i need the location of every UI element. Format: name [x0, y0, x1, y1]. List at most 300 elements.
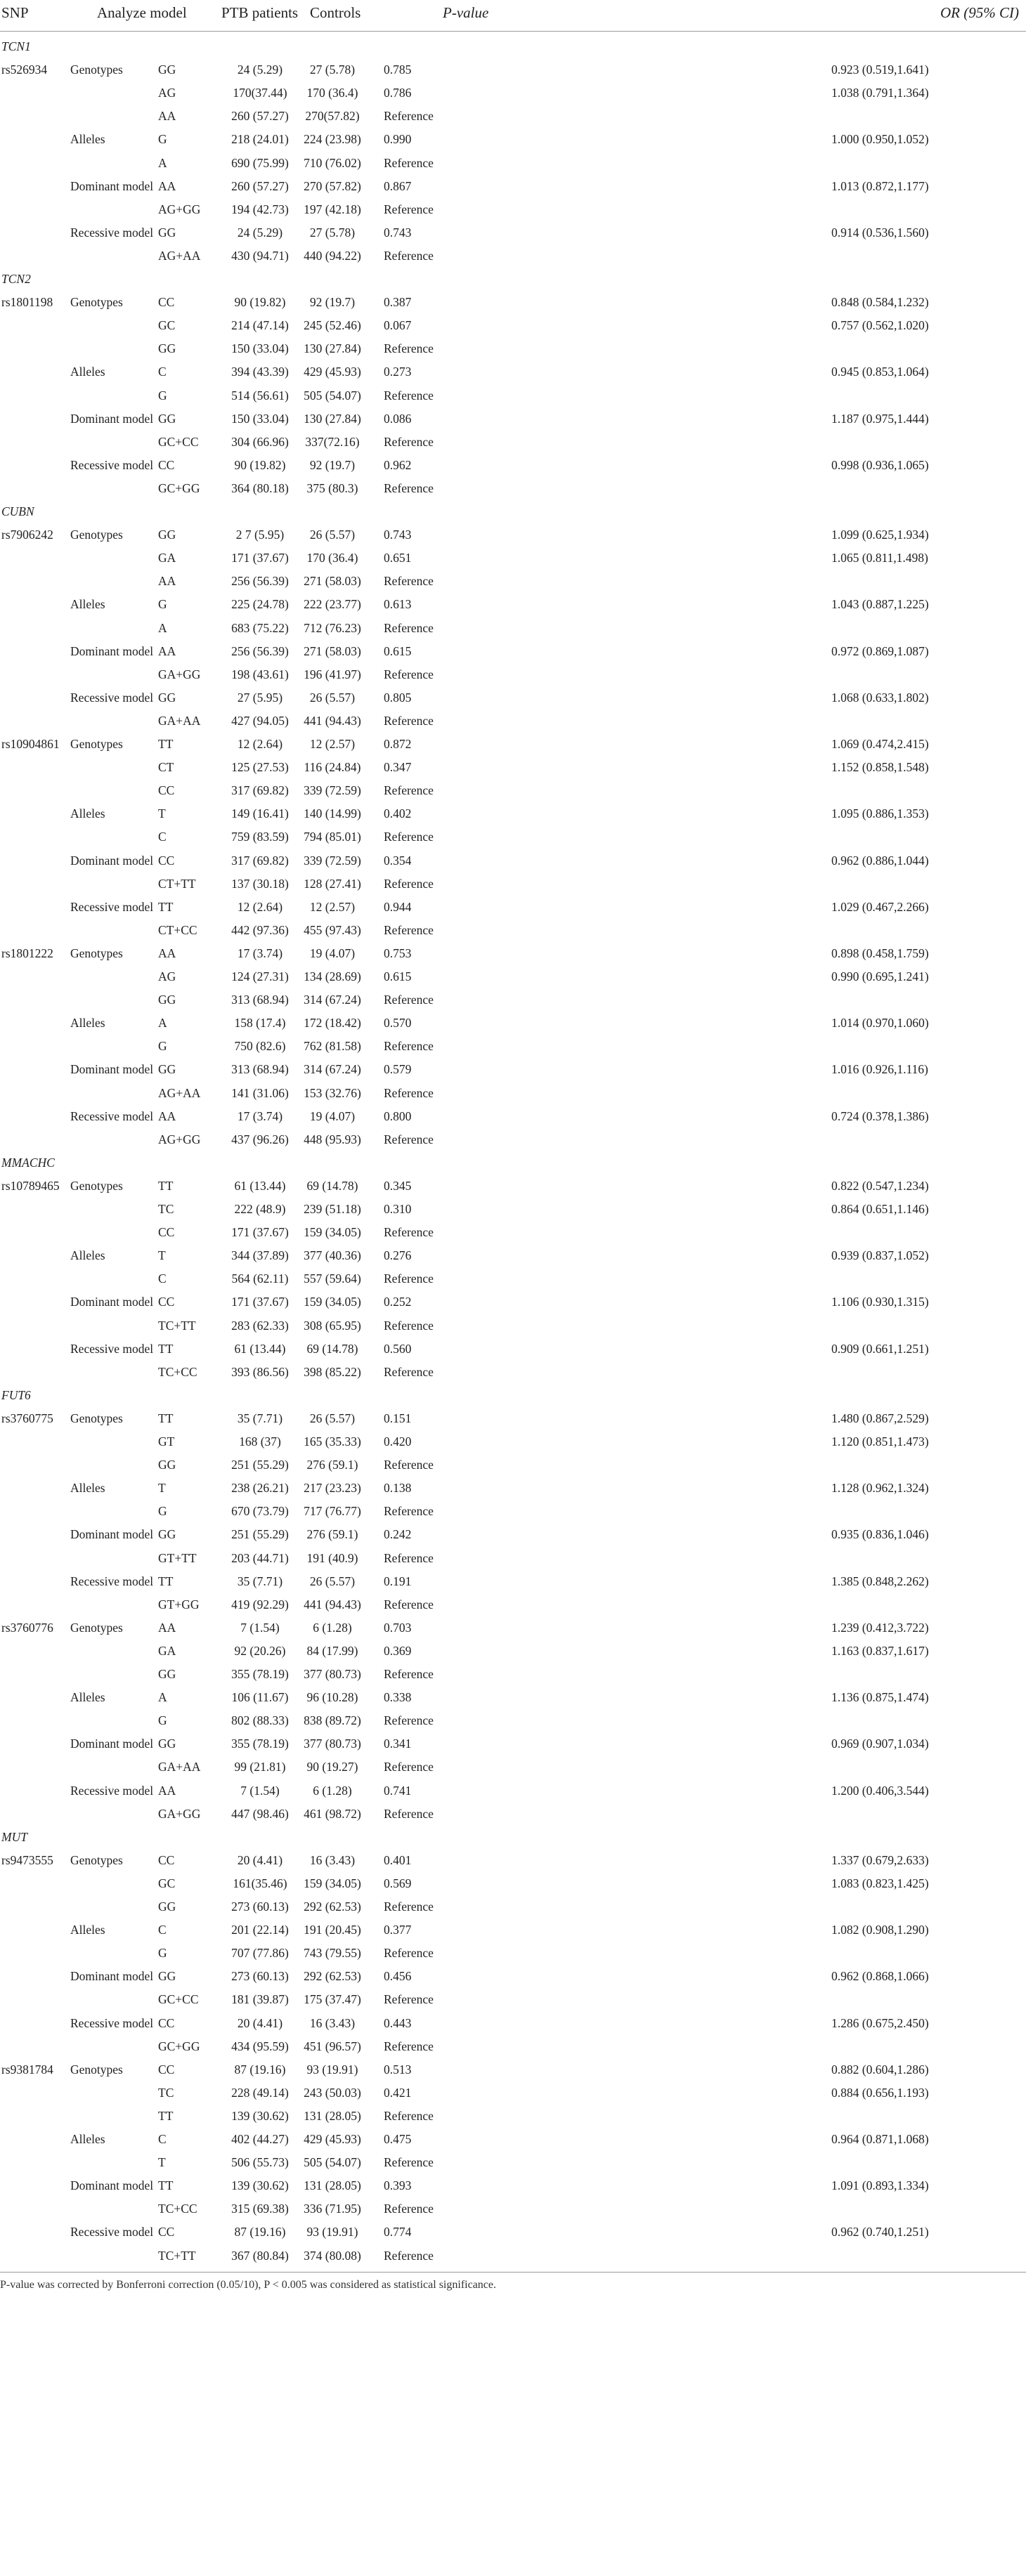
- odds-ratio: 1.480 (0.867,2.529): [831, 1411, 929, 1425]
- control-value: 270 (57.82): [304, 178, 361, 193]
- table-row: [0, 1965, 1026, 1988]
- p-value: Reference: [384, 876, 434, 891]
- p-value: 0.151: [384, 1411, 412, 1425]
- ptb-value: 12 (2.64): [237, 737, 283, 751]
- ptb-value: 124 (27.31): [231, 969, 289, 983]
- ptb-value: 168 (37): [239, 1434, 281, 1449]
- p-value: 0.990: [384, 132, 412, 147]
- control-value: 271 (58.03): [304, 643, 361, 658]
- table-row: [0, 175, 1026, 198]
- p-value: Reference: [384, 1085, 434, 1100]
- p-value: Reference: [384, 2108, 434, 2123]
- odds-ratio: 1.152 (0.858,1.548): [831, 760, 929, 775]
- genotype: GG: [158, 993, 176, 1007]
- p-value: Reference: [384, 1806, 434, 1821]
- table-row: [0, 1175, 1026, 1198]
- analyze-model: Alleles: [70, 365, 105, 379]
- table-row: [0, 1547, 1026, 1570]
- gene-row: [0, 35, 1026, 58]
- genotype: T: [158, 2155, 166, 2170]
- control-value: 134 (28.69): [304, 969, 361, 983]
- p-value: Reference: [384, 480, 434, 495]
- control-value: 26 (5.57): [309, 1574, 356, 1588]
- control-value: 276 (59.1): [306, 1458, 358, 1472]
- genotype: AA: [158, 643, 176, 658]
- p-value: 0.513: [384, 2062, 412, 2077]
- genotype: GA+GG: [158, 1806, 201, 1821]
- genotype: AA: [158, 1620, 176, 1635]
- odds-ratio: 1.095 (0.886,1.353): [831, 806, 929, 821]
- table-row: [0, 2035, 1026, 2058]
- analyze-model: Alleles: [70, 1923, 105, 1937]
- analyze-model: Dominant model: [70, 1737, 154, 1751]
- ptb-value: 139 (30.62): [231, 2108, 289, 2123]
- genotype: TT: [158, 2108, 174, 2123]
- p-value: 0.944: [384, 899, 412, 914]
- p-value: 0.570: [384, 1016, 412, 1031]
- table-row: [0, 2058, 1026, 2081]
- table-row: [0, 849, 1026, 872]
- ptb-value: 92 (20.26): [234, 1643, 286, 1658]
- ptb-value: 317 (69.82): [231, 853, 289, 868]
- genotype: TC+CC: [158, 1364, 197, 1379]
- control-value: 374 (80.08): [304, 2248, 361, 2263]
- genotype: T: [158, 1481, 166, 1496]
- p-value: Reference: [384, 1550, 434, 1565]
- genotype: G: [158, 1504, 167, 1519]
- odds-ratio: 1.200 (0.406,3.544): [831, 1783, 929, 1798]
- ptb-value: 171 (37.67): [231, 1295, 289, 1309]
- control-value: 12 (2.57): [309, 737, 356, 751]
- p-value: 0.347: [384, 760, 412, 775]
- control-value: 93 (19.91): [306, 2225, 358, 2240]
- table-row: [0, 802, 1026, 825]
- table-row: [0, 1407, 1026, 1430]
- p-value: 0.401: [384, 1852, 412, 1867]
- table-row: [0, 896, 1026, 919]
- ptb-value: 251 (55.29): [231, 1458, 289, 1472]
- table-row: [0, 1663, 1026, 1686]
- odds-ratio: 0.884 (0.656,1.193): [831, 2085, 929, 2100]
- ptb-value: 434 (95.59): [231, 2039, 289, 2053]
- control-value: 6 (1.28): [313, 1620, 352, 1635]
- table-row: [0, 81, 1026, 105]
- ptb-value: 260 (57.27): [231, 178, 289, 193]
- genotype: CC: [158, 1295, 175, 1309]
- control-value: 96 (10.28): [306, 1690, 358, 1705]
- ptb-value: 670 (73.79): [231, 1504, 289, 1519]
- control-value: 448 (95.93): [304, 1132, 361, 1146]
- p-value: 0.743: [384, 528, 412, 542]
- odds-ratio: 1.091 (0.893,1.334): [831, 2178, 929, 2193]
- control-value: 191 (40.9): [306, 1550, 358, 1565]
- table-row: [0, 152, 1026, 175]
- header-or-ci: OR (95% CI): [940, 4, 1019, 21]
- odds-ratio: 1.128 (0.962,1.324): [831, 1481, 929, 1496]
- odds-ratio: 1.163 (0.837,1.617): [831, 1643, 929, 1658]
- table-row: [0, 1430, 1026, 1453]
- ptb-value: 430 (94.71): [231, 248, 289, 263]
- control-value: 222 (23.77): [304, 597, 361, 612]
- genotype: AG+AA: [158, 248, 201, 263]
- ptb-value: 273 (60.13): [231, 1900, 289, 1914]
- genotype: G: [158, 1946, 167, 1961]
- analyze-model: Recessive model: [70, 1341, 154, 1356]
- gene-row: [0, 1151, 1026, 1175]
- ptb-value: 260 (57.27): [231, 109, 289, 124]
- genotype: TC+CC: [158, 2202, 197, 2216]
- control-value: 712 (76.23): [304, 620, 361, 635]
- table-row: [0, 1779, 1026, 1803]
- genotype: AA: [158, 1783, 176, 1798]
- ptb-value: 419 (92.29): [231, 1597, 289, 1611]
- control-value: 16 (3.43): [309, 1852, 356, 1867]
- genotype: G: [158, 388, 167, 403]
- control-value: 398 (85.22): [304, 1364, 361, 1379]
- ptb-value: 24 (5.29): [237, 63, 283, 77]
- control-value: 217 (23.23): [304, 1481, 361, 1496]
- p-value: 0.800: [384, 1109, 412, 1123]
- table-row: [0, 198, 1026, 221]
- p-value: Reference: [384, 155, 434, 170]
- genotype: T: [158, 806, 166, 821]
- odds-ratio: 1.013 (0.872,1.177): [831, 178, 929, 193]
- p-value: Reference: [384, 202, 434, 216]
- p-value: 0.421: [384, 2085, 412, 2100]
- gene-row: [0, 500, 1026, 523]
- ptb-value: 313 (68.94): [231, 993, 289, 1007]
- odds-ratio: 0.962 (0.886,1.044): [831, 853, 929, 868]
- p-value: 0.191: [384, 1574, 412, 1588]
- p-value: Reference: [384, 2039, 434, 2053]
- odds-ratio: 0.972 (0.869,1.087): [831, 643, 929, 658]
- ptb-value: 225 (24.78): [231, 597, 289, 612]
- p-value: Reference: [384, 434, 434, 449]
- genotype: GG: [158, 1969, 176, 1984]
- p-value: Reference: [384, 1504, 434, 1519]
- genotype: TC+TT: [158, 1318, 196, 1333]
- table-row: [0, 2244, 1026, 2268]
- ptb-value: 355 (78.19): [231, 1737, 289, 1751]
- genotype: TT: [158, 1574, 174, 1588]
- control-value: 130 (27.84): [304, 411, 361, 426]
- genotype: G: [158, 132, 167, 147]
- genotype: TC: [158, 1202, 174, 1216]
- control-value: 375 (80.3): [306, 480, 358, 495]
- p-value: 0.774: [384, 2225, 412, 2240]
- genotype: CC: [158, 1225, 175, 1240]
- ptb-value: 20 (4.41): [237, 2015, 283, 2030]
- p-value: 0.341: [384, 1737, 412, 1751]
- p-value: Reference: [384, 109, 434, 124]
- control-value: 314 (67.24): [304, 993, 361, 1007]
- genotype: AA: [158, 178, 176, 193]
- p-value: 0.393: [384, 2178, 412, 2193]
- analyze-model: Recessive model: [70, 457, 154, 472]
- table-row: [0, 291, 1026, 314]
- table-row: [0, 384, 1026, 407]
- table-row: [0, 431, 1026, 454]
- snp-id: rs3760775: [1, 1411, 53, 1425]
- ptb-value: 228 (49.14): [231, 2085, 289, 2100]
- control-value: 239 (51.18): [304, 1202, 361, 1216]
- p-value: 0.369: [384, 1643, 412, 1658]
- table-row: [0, 1803, 1026, 1826]
- genotype: GC+GG: [158, 480, 200, 495]
- p-value: 0.475: [384, 2132, 412, 2146]
- control-value: 140 (14.99): [304, 806, 361, 821]
- p-value: Reference: [384, 1225, 434, 1240]
- genotype: C: [158, 1923, 167, 1937]
- gene-name: TCN1: [1, 39, 31, 53]
- control-value: 794 (85.01): [304, 830, 361, 844]
- genotype: GG: [158, 1062, 176, 1077]
- genotype: GC: [158, 318, 176, 333]
- ptb-value: 35 (7.71): [237, 1574, 283, 1588]
- ptb-value: 506 (55.73): [231, 2155, 289, 2170]
- genotype: GG: [158, 690, 176, 705]
- table-row: [0, 1872, 1026, 1895]
- p-value: Reference: [384, 1271, 434, 1286]
- odds-ratio: 0.923 (0.519,1.641): [831, 63, 929, 77]
- table-row: [0, 2105, 1026, 2128]
- table-row: [0, 2221, 1026, 2244]
- p-value: 0.867: [384, 178, 412, 193]
- analyze-model: Recessive model: [70, 899, 154, 914]
- header-controls: Controls: [310, 4, 361, 21]
- odds-ratio: 0.822 (0.547,1.234): [831, 1178, 929, 1193]
- table-row: [0, 570, 1026, 593]
- header-ptb-patients: PTB patients: [221, 4, 299, 21]
- snp-id: rs9473555: [1, 1852, 53, 1867]
- table-row: [0, 1314, 1026, 1338]
- ptb-value: 222 (48.9): [234, 1202, 286, 1216]
- odds-ratio: 1.099 (0.625,1.934): [831, 528, 929, 542]
- gene-name: MMACHC: [1, 1155, 55, 1170]
- gene-row: [0, 1384, 1026, 1407]
- table-row: [0, 2197, 1026, 2221]
- ptb-value: 750 (82.6): [234, 1039, 286, 1054]
- table-row: [0, 1988, 1026, 2011]
- odds-ratio: 1.016 (0.926,1.116): [831, 1062, 928, 1077]
- table-row: [0, 360, 1026, 384]
- genotype: CC: [158, 2015, 175, 2030]
- analyze-model: Alleles: [70, 2132, 105, 2146]
- odds-ratio: 1.120 (0.851,1.473): [831, 1434, 929, 1449]
- analyze-model: Recessive model: [70, 1783, 154, 1798]
- control-value: 116 (24.84): [304, 760, 361, 775]
- snp-id: rs9381784: [1, 2062, 53, 2077]
- ptb-value: 17 (3.74): [237, 946, 283, 960]
- control-value: 429 (45.93): [304, 2132, 361, 2146]
- control-value: 314 (67.24): [304, 1062, 361, 1077]
- odds-ratio: 0.848 (0.584,1.232): [831, 295, 929, 310]
- genotype: CC: [158, 853, 175, 868]
- control-value: 26 (5.57): [309, 528, 356, 542]
- genotype: G: [158, 1039, 167, 1054]
- table-row: [0, 407, 1026, 431]
- p-value: 0.579: [384, 1062, 412, 1077]
- ptb-value: 24 (5.29): [237, 225, 283, 240]
- control-value: 84 (17.99): [306, 1643, 358, 1658]
- table-row: [0, 244, 1026, 268]
- genotype: G: [158, 1713, 167, 1728]
- table-row: [0, 1198, 1026, 1221]
- odds-ratio: 1.029 (0.467,2.266): [831, 899, 929, 914]
- ptb-value: 394 (43.39): [231, 365, 289, 379]
- analyze-model: Genotypes: [70, 737, 123, 751]
- genotype: C: [158, 365, 167, 379]
- genotype: GA+AA: [158, 713, 201, 728]
- ptb-value: 12 (2.64): [237, 899, 283, 914]
- header-analyze-model: Analyze model: [97, 4, 187, 21]
- analyze-model: Alleles: [70, 1016, 105, 1031]
- p-value: 0.276: [384, 1248, 412, 1263]
- genotype: GC+CC: [158, 434, 199, 449]
- ptb-value: 149 (16.41): [231, 806, 289, 821]
- ptb-value: 442 (97.36): [231, 922, 289, 937]
- genotype: CC: [158, 457, 175, 472]
- odds-ratio: 0.969 (0.907,1.034): [831, 1737, 929, 1751]
- genotype: GA: [158, 551, 176, 565]
- snp-id: rs1801198: [1, 295, 53, 310]
- genotype: AG: [158, 86, 176, 100]
- odds-ratio: 0.964 (0.871,1.068): [831, 2132, 929, 2146]
- control-value: 838 (89.72): [304, 1713, 361, 1728]
- ptb-value: 256 (56.39): [231, 574, 289, 589]
- genotype: A: [158, 1016, 167, 1031]
- control-value: 440 (94.22): [304, 248, 361, 263]
- table-row: [0, 1477, 1026, 1500]
- control-value: 90 (19.27): [306, 1760, 358, 1774]
- table-row: [0, 1082, 1026, 1105]
- table-row: [0, 1453, 1026, 1477]
- snp-id: rs526934: [1, 63, 48, 77]
- analyze-model: Alleles: [70, 1248, 105, 1263]
- control-value: 92 (19.7): [309, 457, 356, 472]
- p-value: 0.785: [384, 63, 412, 77]
- odds-ratio: 0.962 (0.740,1.251): [831, 2225, 929, 2240]
- p-value: 0.067: [384, 318, 412, 333]
- table-row: [0, 1570, 1026, 1593]
- gene-name: MUT: [1, 1829, 27, 1844]
- table-row: [0, 2151, 1026, 2174]
- table-header: [0, 0, 1026, 32]
- ptb-value: 203 (44.71): [231, 1550, 289, 1565]
- genotype: GG: [158, 1737, 176, 1751]
- analyze-model: Recessive model: [70, 2225, 154, 2240]
- genotype: CT+TT: [158, 876, 196, 891]
- control-value: 339 (72.59): [304, 783, 361, 798]
- control-value: 159 (34.05): [304, 1225, 361, 1240]
- control-value: 131 (28.05): [304, 2178, 361, 2193]
- table-row: [0, 1593, 1026, 1616]
- control-value: 92 (19.7): [309, 295, 356, 310]
- analyze-model: Genotypes: [70, 1178, 123, 1193]
- p-value: 0.310: [384, 1202, 412, 1216]
- table-row: [0, 1849, 1026, 1872]
- control-value: 245 (52.46): [304, 318, 361, 333]
- ptb-value: 393 (86.56): [231, 1364, 289, 1379]
- ptb-value: 137 (30.18): [231, 876, 289, 891]
- odds-ratio: 1.337 (0.679,2.633): [831, 1852, 929, 1867]
- genotype: TC: [158, 2085, 174, 2100]
- ptb-value: 181 (39.87): [231, 1992, 289, 2007]
- analyze-model: Alleles: [70, 806, 105, 821]
- ptb-value: 402 (44.27): [231, 2132, 289, 2146]
- ptb-value: 27 (5.95): [237, 690, 283, 705]
- p-value: Reference: [384, 1992, 434, 2007]
- control-value: 337(72.16): [305, 434, 360, 449]
- ptb-value: 251 (55.29): [231, 1527, 289, 1542]
- analyze-model: Genotypes: [70, 1411, 123, 1425]
- control-value: 377 (80.73): [304, 1667, 361, 1681]
- analyze-model: Dominant model: [70, 2178, 154, 2193]
- genotype: A: [158, 620, 167, 635]
- odds-ratio: 1.082 (0.908,1.290): [831, 1923, 929, 1937]
- ptb-value: 427 (94.05): [231, 713, 289, 728]
- ptb-value: 87 (19.16): [234, 2062, 286, 2077]
- p-value: 0.456: [384, 1969, 412, 1984]
- control-value: 224 (23.98): [304, 132, 361, 147]
- analyze-model: Genotypes: [70, 1852, 123, 1867]
- genotype: CC: [158, 783, 175, 798]
- control-value: 19 (4.07): [309, 946, 356, 960]
- ptb-value: 514 (56.61): [231, 388, 289, 403]
- p-value: 0.242: [384, 1527, 412, 1542]
- analyze-model: Genotypes: [70, 63, 123, 77]
- ptb-value: 313 (68.94): [231, 1062, 289, 1077]
- analyze-model: Recessive model: [70, 1574, 154, 1588]
- ptb-value: 139 (30.62): [231, 2178, 289, 2193]
- genotype: AG+GG: [158, 1132, 201, 1146]
- analyze-model: Alleles: [70, 597, 105, 612]
- table-row: [0, 523, 1026, 547]
- table-row: [0, 547, 1026, 570]
- control-value: 27 (5.78): [309, 63, 356, 77]
- table-row: [0, 593, 1026, 616]
- genotype: GG: [158, 528, 176, 542]
- ptb-value: 20 (4.41): [237, 1852, 283, 1867]
- p-value: Reference: [384, 1667, 434, 1681]
- control-value: 243 (50.03): [304, 2085, 361, 2100]
- snp-id: rs10789465: [1, 1178, 60, 1193]
- p-value: 0.786: [384, 86, 412, 100]
- ptb-value: 150 (33.04): [231, 411, 289, 426]
- control-value: 308 (65.95): [304, 1318, 361, 1333]
- odds-ratio: 1.239 (0.412,3.722): [831, 1620, 929, 1635]
- p-value: 0.387: [384, 295, 412, 310]
- snp-id: rs3760776: [1, 1620, 53, 1635]
- genotype: AA: [158, 574, 176, 589]
- odds-ratio: 0.998 (0.936,1.065): [831, 457, 929, 472]
- genotype: GT: [158, 1434, 175, 1449]
- ptb-value: 447 (98.46): [231, 1806, 289, 1821]
- odds-ratio: 0.945 (0.853,1.064): [831, 365, 929, 379]
- odds-ratio: 0.939 (0.837,1.052): [831, 1248, 929, 1263]
- table-row: [0, 1942, 1026, 1965]
- genotype: G: [158, 597, 167, 612]
- ptb-value: 99 (21.81): [234, 1760, 286, 1774]
- ptb-value: 759 (83.59): [231, 830, 289, 844]
- analyze-model: Recessive model: [70, 1109, 154, 1123]
- control-value: 26 (5.57): [309, 690, 356, 705]
- ptb-value: 61 (13.44): [234, 1178, 286, 1193]
- analyze-model: Alleles: [70, 1481, 105, 1496]
- ptb-value: 437 (96.26): [231, 1132, 289, 1146]
- genotype: C: [158, 1271, 167, 1286]
- odds-ratio: 0.990 (0.695,1.241): [831, 969, 929, 983]
